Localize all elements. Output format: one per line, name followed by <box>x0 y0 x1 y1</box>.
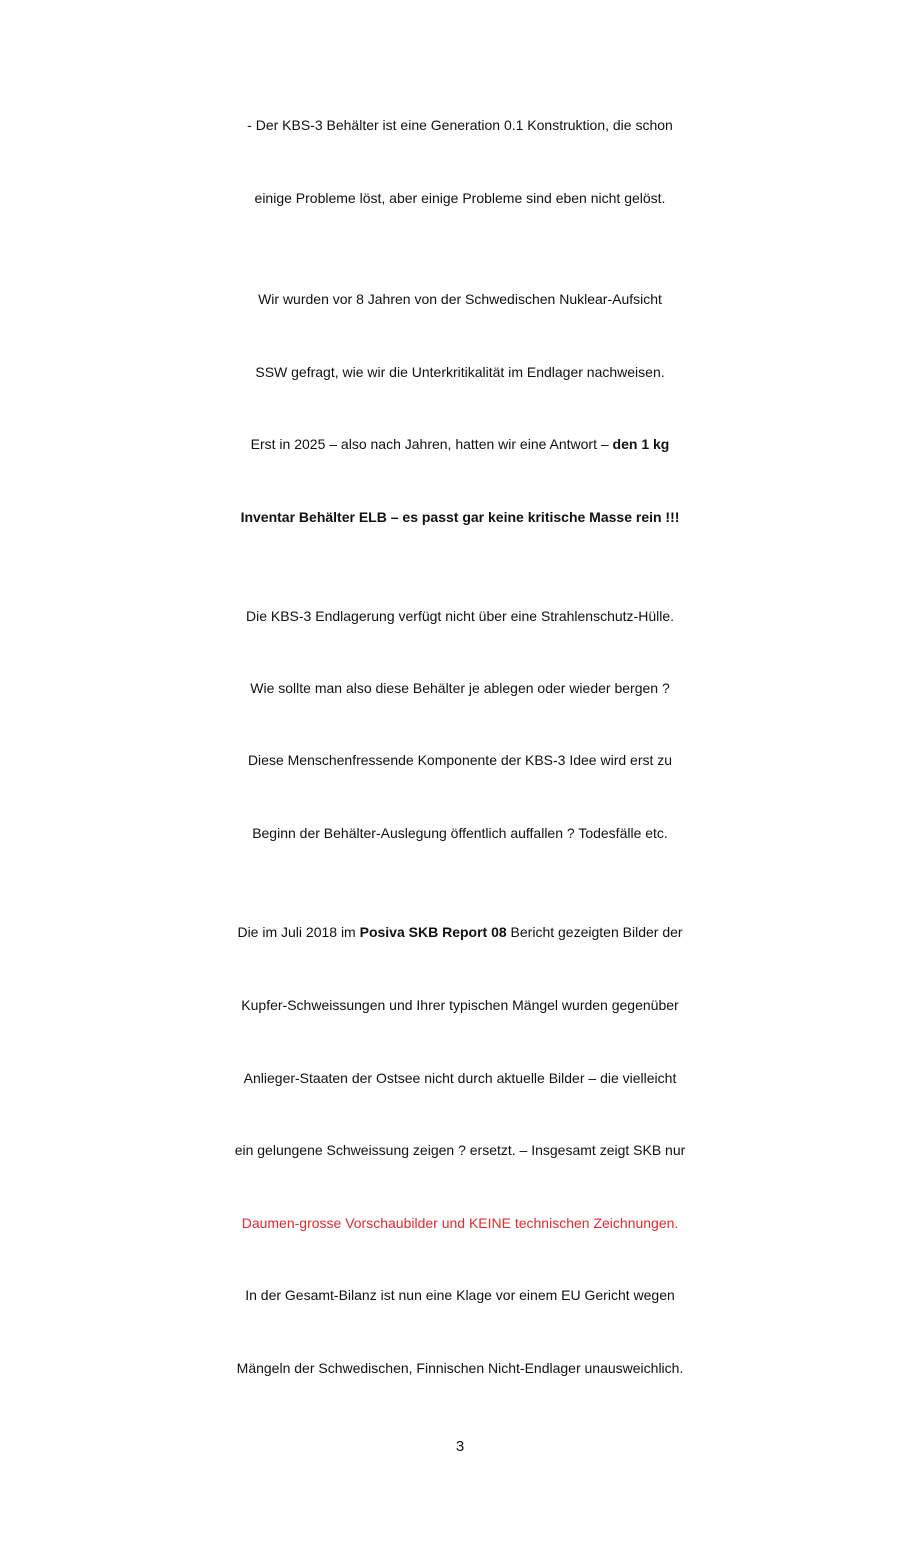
text-run: Bericht gezeigten Bilder der <box>506 924 683 940</box>
text-line: Mängeln der Schwedischen, Finnischen Nicht-Endlager unausweichlich. <box>236 1360 684 1376</box>
text-line: Die KBS-3 Endlagerung verfügt nicht über eine Strahlenschutz-Hülle. <box>245 608 675 624</box>
text-line: Kupfer-Schweissungen und Ihrer typischen Mängel wurden gegenüber <box>241 997 679 1013</box>
text-line: Diese Menschenfressende Komponente der KBS-3 Idee wird erst zu <box>247 752 673 768</box>
text-run: Die im Juli 2018 im <box>237 924 360 940</box>
text-line: SSW gefragt, wie wir die Unterkritikalität im Endlager nachweisen. <box>255 364 665 380</box>
page-number: 3 <box>455 1438 465 1455</box>
bold-text-run: den 1 kg <box>612 436 670 452</box>
text-line: Wir wurden vor 8 Jahren von der Schwedischen Nuklear-Aufsicht <box>258 291 662 307</box>
text-line <box>0 429 920 459</box>
text-line: ein gelungene Schweissung zeigen ? ersetzt. – Insgesamt zeigt SKB nur <box>234 1142 686 1158</box>
text-line: Wie sollte man also diese Behälter je ablegen oder wieder bergen ? <box>250 680 670 696</box>
bold-text-line: Inventar Behälter ELB – es passt gar keine kritische Masse rein !!! <box>240 509 680 525</box>
text-run: Erst in 2025 – also nach Jahren, hatten wir eine Antwort – <box>250 436 613 452</box>
bold-text-run: Posiva SKB Report 08 <box>359 924 507 940</box>
text-line: In der Gesamt-Bilanz ist nun eine Klage vor einem EU Gericht wegen <box>245 1287 675 1303</box>
text-line: Anlieger-Staaten der Ostsee nicht durch aktuelle Bilder – die vielleicht <box>243 1070 677 1086</box>
text-line: - Der KBS-3 Behälter ist eine Generation 0.1 Konstruktion, die schon <box>247 117 673 133</box>
text-line: Beginn der Behälter-Auslegung öffentlich auffallen ? Todesfälle etc. <box>252 825 668 841</box>
red-highlight-line: Daumen-grosse Vorschaubilder und KEINE technischen Zeichnungen. <box>241 1215 679 1231</box>
text-line <box>0 917 920 947</box>
text-line: einige Probleme löst, aber einige Probleme sind eben nicht gelöst. <box>254 190 666 206</box>
